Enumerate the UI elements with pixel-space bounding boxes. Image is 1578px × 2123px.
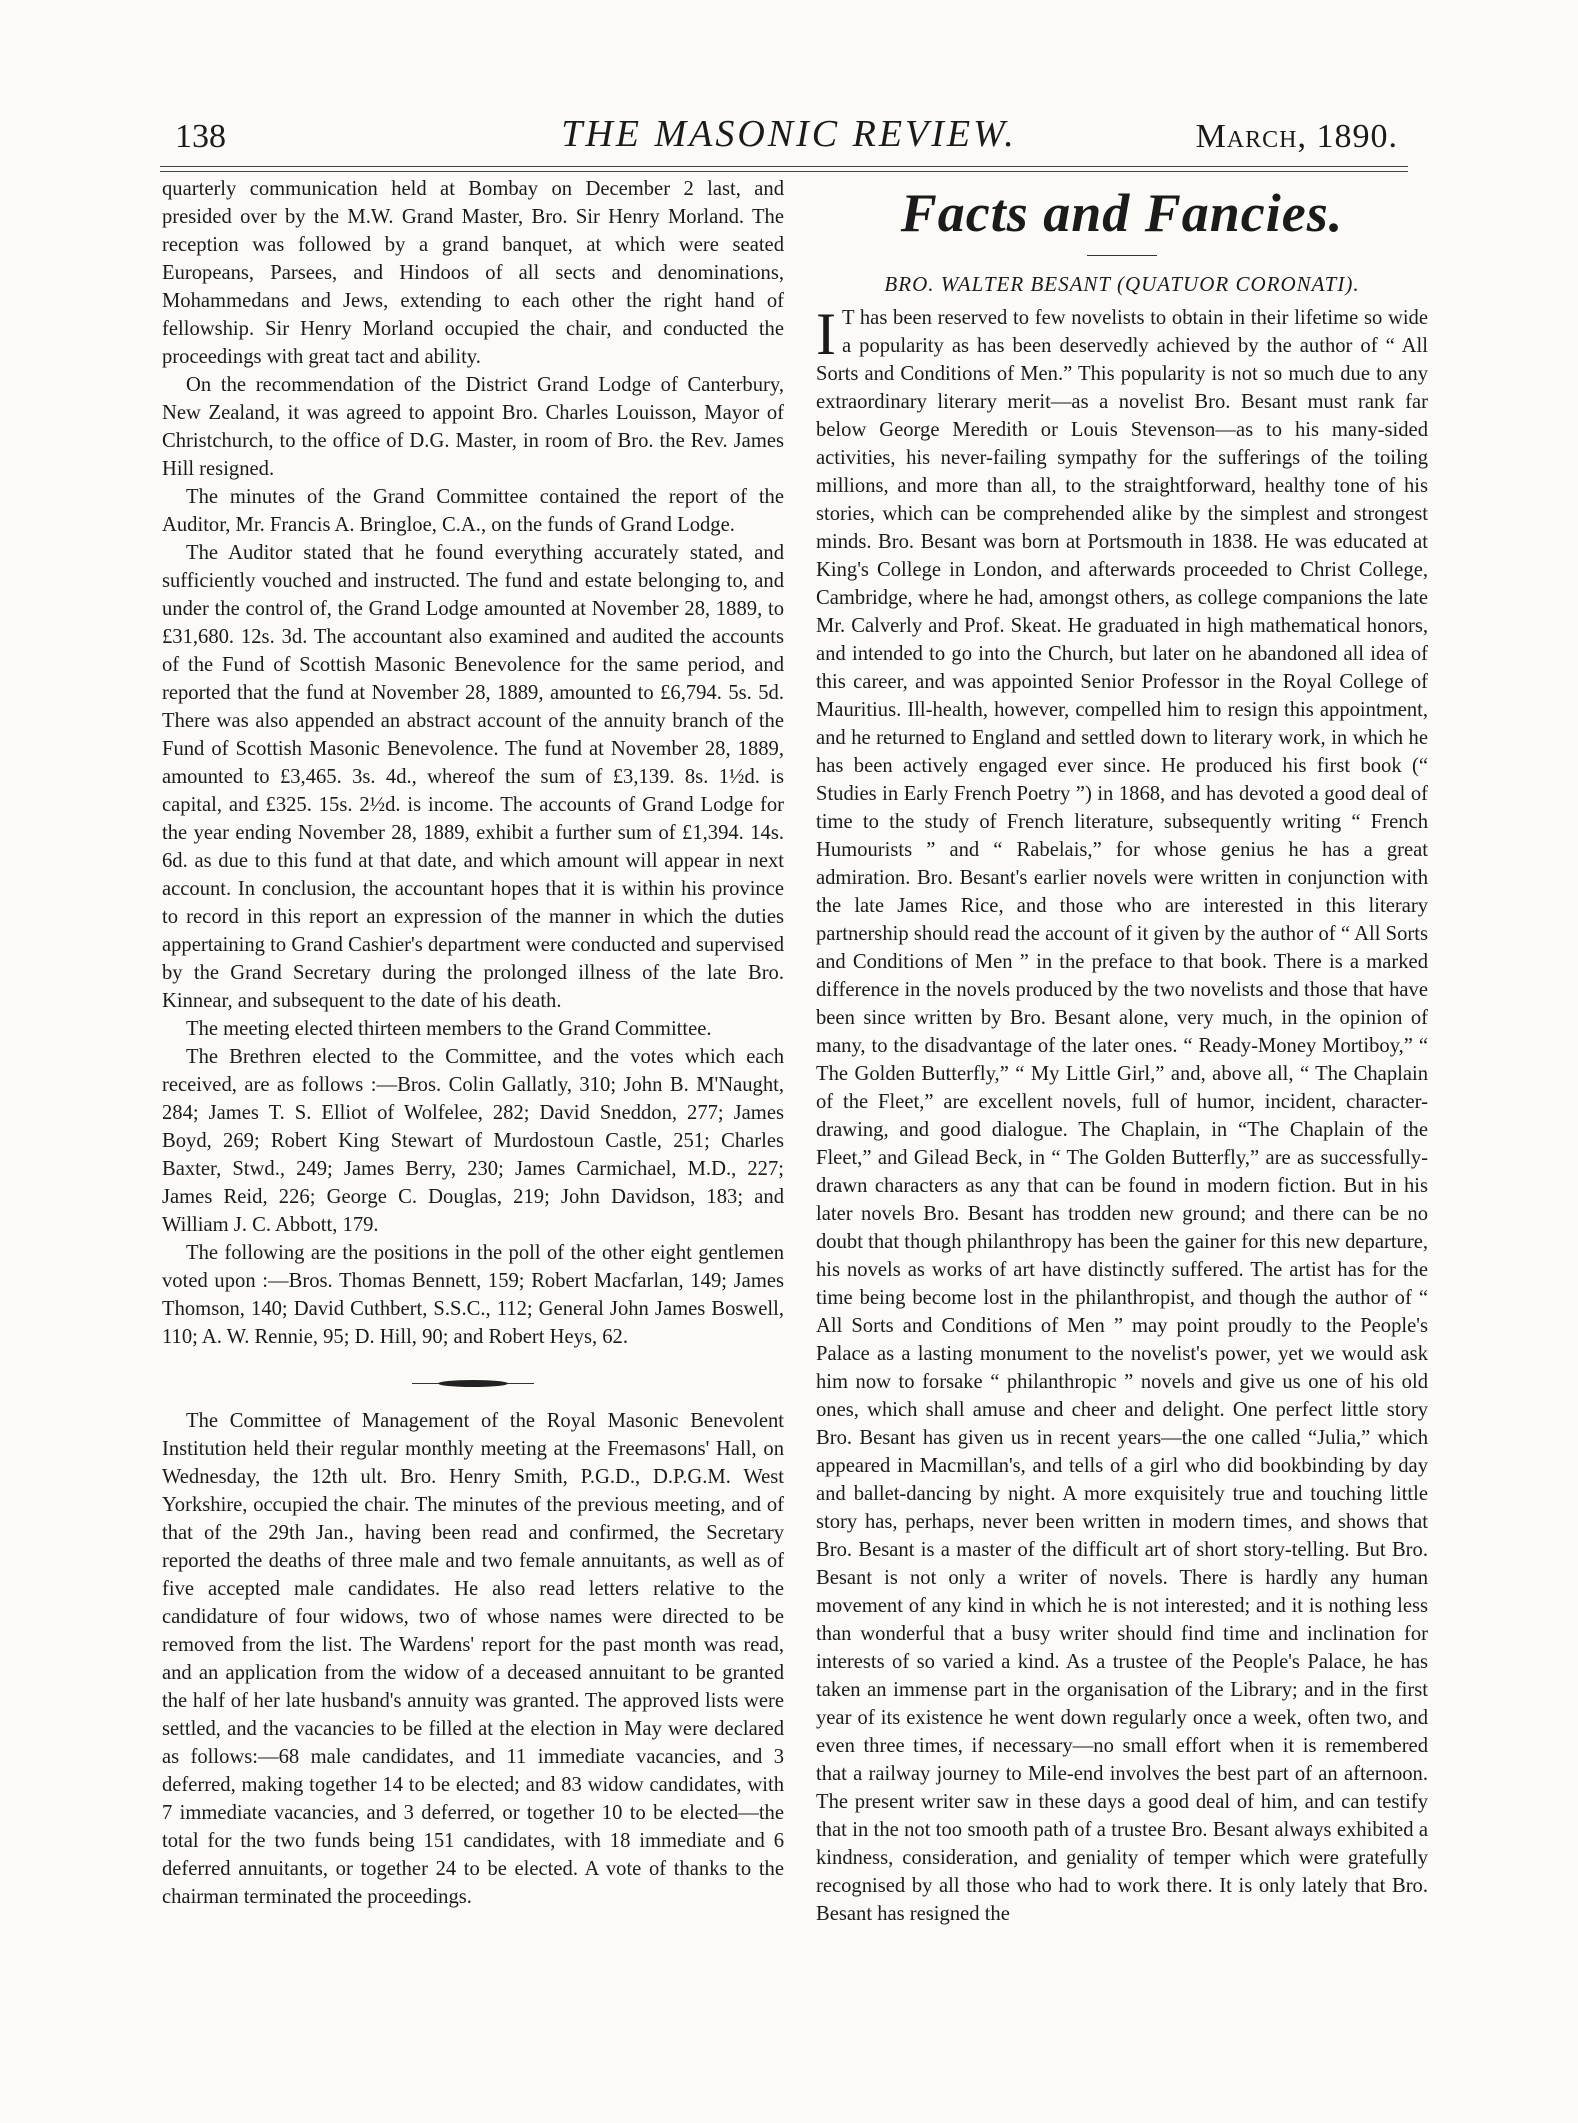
paragraph: The Auditor stated that he found everything accurately stated, and sufficiently vouched and instructed. The fund and estate belonging to, and under the control of, the Grand Lodge amounted at November 28, 1889, to £31,680. 12s. 3d. The accountant also examined and audited the accounts of the Fund of Scottish Masonic Benevolence for the same period, and reported that the fund at November 28, 1889, amounted to £6,794. 5s. 5d. There was also appended an abstract account of the annuity branch of the Fund of Scottish Masonic Benevolence. The fund at November 28, 1889, amounted to £3,465. 3s. 4d., whereof the sum of £3,139. 8s. 1½d. is capital, and £325. 15s. 2½d. is income. The accounts of Grand Lodge for the year ending November 28, 1889, exhibit a further sum of £1,394. 14s. 6d. as due to this fund at that date, and which amount will appear in next account. In conclusion, the accountant hopes that it is within his province to record in this report an expression of the manner in which the duties appertaining to Grand Cashier's department were conducted and supervised by the Grand Secretary during the prolonged illness of the late Bro. Kinnear, and subsequent to the date of his death.	[162, 542, 784, 1012]
running-title: THE MASONIC REVIEW.	[561, 113, 1017, 155]
paragraph: The Brethren elected to the Committee, and the votes which each received, are as follows :—Bros. Colin Gallatly, 310; John B. M'Naught, 284; James T. S. Elliot of Wolfelee, 282; David Sneddon, 277; James Boyd, 269; Robert King Stewart of Murdostoun Castle, 251; Charles Baxter, Stwd., 249; James Berry, 230; James Carmichael, M.D., 227; James Reid, 226; George C. Douglas, 219; John Davidson, 183; and William J. C. Abbott, 179.	[162, 1046, 784, 1236]
paragraph: The Committee of Management of the Royal Masonic Benevolent Institution held their regular monthly meeting at the Freemasons' Hall, on Wednesday, the 12th ult. Bro. Henry Smith, P.G.D., D.P.G.M. West Yorkshire, occupied the chair. The minutes of the previous meeting, and of that of the 29th Jan., having been read and confirmed, the Secretary reported the deaths of three male and two female annuitants, as well as of five accepted male candidates. He also read letters relative to the candidature of four widows, two of whose names were directed to be removed from the list. The Wardens' report for the past month was read, and an application from the widow of a deceased annuitant to be granted the half of her late husband's annuity was granted. The approved lists were settled, and the vacancies to be filled at the election in May were declared as follows:—68 male candidates, and 11 immediate vacancies, and 3 deferred, making together 14 to be elected; and 83 widow candidates, with 7 immediate vacancies, and 3 deferred, or together 10 to be elected—the total for the two funds being 151 candidates, with 18 immediate and 6 deferred annuitants, or together 24 to be elected. A vote of thanks to the chairman terminated the proceedings.	[162, 1410, 784, 1908]
section-separator	[162, 1351, 784, 1407]
article-subtitle: BRO. WALTER BESANT (QUATUOR CORONATI).	[884, 272, 1360, 296]
drop-cap: I	[816, 301, 836, 367]
section-heading: Facts and Fancies.	[900, 183, 1344, 243]
header-rule	[160, 171, 1408, 172]
paragraph: The minutes of the Grand Committee contained the report of the Auditor, Mr. Francis A. Bringloe, C.A., on the funds of Grand Lodge.	[162, 486, 784, 536]
left-column	[162, 175, 784, 1911]
article-body	[816, 301, 1428, 1928]
right-column	[816, 175, 1428, 1928]
page-number: 138	[175, 118, 226, 155]
heading-rule	[1087, 255, 1157, 256]
separator-ornament	[438, 1380, 508, 1387]
paragraph: quarterly communication held at Bombay on December 2 last, and presided over by the M.W. Grand Master, Bro. Sir Henry Morland. The reception was followed by a grand banquet, at which were seated Europeans, Parsees, and Hindoos of all sects and denominations, Mohammedans and Jews, extending to each other the right hand of fellowship. Sir Henry Morland occupied the chair, and conducted the proceedings with great tact and ability.	[162, 178, 784, 368]
paragraph: On the recommendation of the District Grand Lodge of Canterbury, New Zealand, it was agreed to appoint Bro. Charles Louisson, Mayor of Christchurch, to the office of D.G. Master, in room of Bro. the Rev. James Hill resigned.	[162, 374, 784, 480]
header-rule	[160, 166, 1408, 167]
paragraph: The following are the positions in the poll of the other eight gentlemen voted upon :—Bros. Thomas Bennett, 159; Robert Macfarlan, 149; James Thomson, 140; David Cuthbert, S.S.C., 112; General John James Boswell, 110; A. W. Rennie, 95; D. Hill, 90; and Robert Heys, 62.	[162, 1242, 784, 1348]
article-text: T has been reserved to few novelists to obtain in their lifetime so wide a popularity as has been deservedly achieved by the author of “ All Sorts and Conditions of Men.” This popularity is not so much due to any extraordinary literary merit—as a novelist Bro. Besant must rank far below George Meredith or Louis Stevenson—as to his many-sided activities, his never-failing sympathy for the sufferings of the toiling millions, and more than all, to the straightforward, healthy tone of his stories, which can be comprehended alike by the simplest and strongest minds. Bro. Besant was born at Portsmouth in 1838. He was educated at King's College in London, and afterwards proceeded to Christ College, Cambridge, where he had, amongst others, as college companions the late Mr. Calverly and Prof. Skeat. He graduated in high mathematical honors, and intended to go into the Church, but later on he abandoned all idea of this career, and was appointed Senior Professor in the Royal College of Mauritius. Ill-health, however, compelled him to resign this appointment, and he returned to England and settled down to literary work, in which he has been actively engaged ever since. He produced his first book (“ Studies in Early French Poetry ”) in 1868, and has devoted a good deal of time to the study of French literature, subsequently writing “ French Humourists ” and “ Rabelais,” for whose genius he has a great admiration. Bro. Besant's earlier novels were written in conjunction with the late James Rice, and those who are interested in this literary partnership should read the account of it given by the author of “ All Sorts and Conditions of Men ” in the preface to that book. There is a marked difference in the novels produced by the two novelists and those that have been since written by Bro. Besant alone, very much, in the opinion of many, to the disadvantage of the later ones. “ Ready-Money Mortiboy,” “ The Golden Butterfly,” “ My Little Girl,” and, above all, “ The Chaplain of the Fleet,” are excellent novels, full of humor, incident, character-drawing, and good dialogue. The Chaplain, in “The Chaplain of the Fleet,” and Gilead Beck, in “ The Golden Butterfly,” are as successfully-drawn characters as any that can be found in modern fiction. But in his later novels Bro. Besant has trodden new ground; and there can be no doubt that though philanthropy has been the gainer for this new departure, his novels as works of art have distinctly suffered. The artist has for the time being become lost in the philanthropist, and though the author of “ All Sorts and Conditions of Men ” may point proudly to the People's Palace as a lasting monument to the novelist's power, yet we would ask him now to forsake “ philanthropic ” novels and give us one of his old ones, which shall amuse and cheer and delight. One perfect little story Bro. Besant has given us in recent years—the one called “Julia,” which appeared in Macmillan's, and tells of a girl who did bookbinding by day and ballet-dancing by night. A more exquisitely true and touching little story has, perhaps, never been written in modern times, and shows that Bro. Besant is a master of the difficult art of short story-telling. But Bro. Besant is not only a writer of novels. There is hardly any human movement of any kind in which he is not interested; and it is nothing less than wonderful that a busy writer should find time and inclination for interests of so varied a kind. As a trustee of the People's Palace, he has taken an immense part in the organisation of the Library; and in the first year of its existence he went down regularly once a week, often two, and even three times, if necessary—no small effort when it is remembered that a railway journey to Mile-end involves the best part of an afternoon. The present writer saw in these days a good deal of him, and can testify that in the not too smooth path of a trustee Bro. Besant always exhibited a kindness, consideration, and geniality of temper which were gratefully recognised by all those who had to work there. It is only lately that Bro. Besant has resigned the	[816, 307, 1428, 1925]
paragraph: The meeting elected thirteen members to the Grand Committee.	[186, 1018, 712, 1040]
issue-date: March, 1890.	[1195, 118, 1398, 155]
